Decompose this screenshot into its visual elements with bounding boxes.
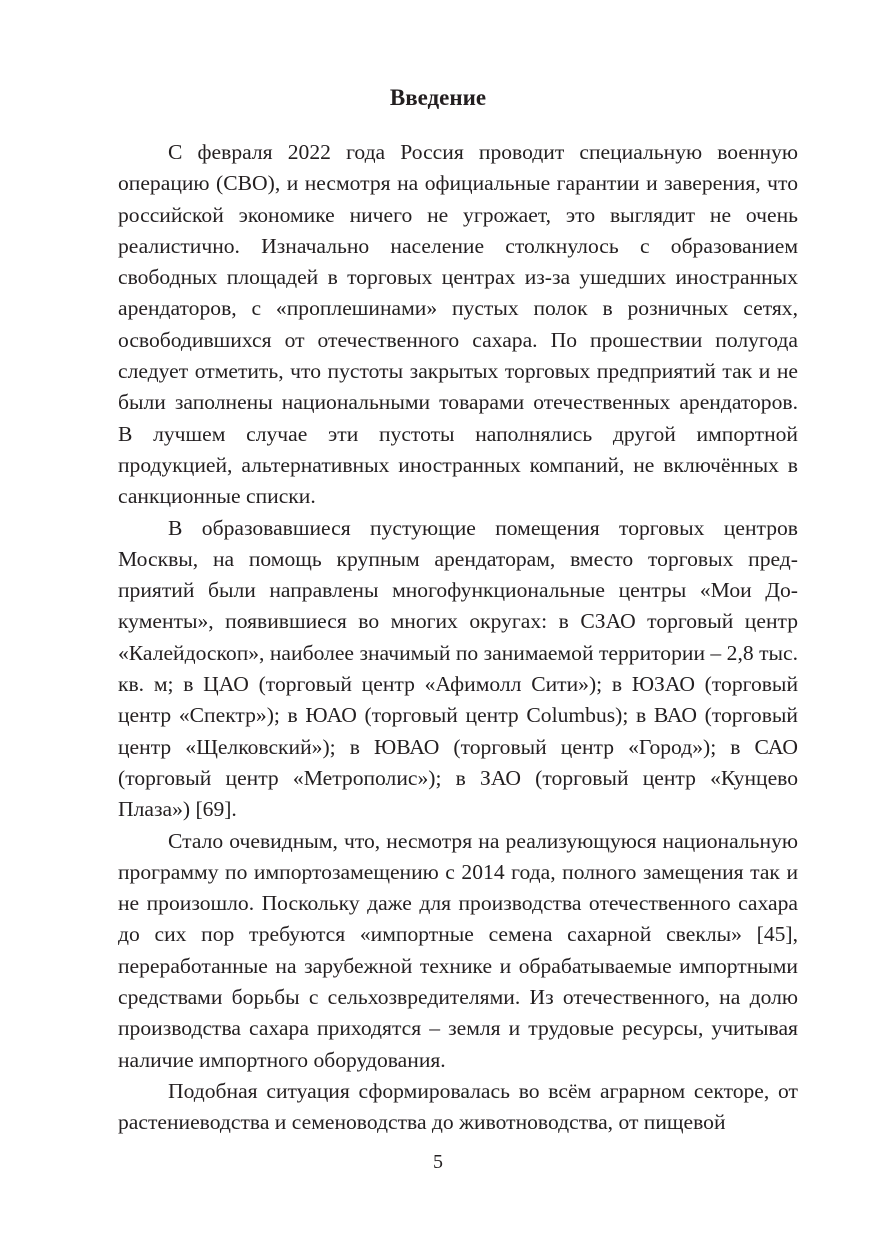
paragraph-3: Стало очевидным, что, несмотря на реализующуюся национальную программу по импортозамещению с 2014 года, полного замещения так и не произошло. Поскольку даже для производства отечественного сахара до сих пор требуются «импортные семена сахарной свеклы» [45], переработанные на зарубежной технике и обрабатываемые импортными средствами борьбы с сельхозвредителями. Из отечественного, на долю производства сахара приходятся – земля и трудовые ресурсы, учитывая наличие импортного оборудования.	[118, 828, 798, 1072]
paragraph-1: С февраля 2022 года Россия проводит специальную военную операцию (СВО), и несмотря на официальные гарантии и заверения, что российской экономике ничего не угрожает, это выглядит не очень реалистично. Изначально население столкнулось с образованием свободных площадей в торговых центрах из-за ушедших иностранных арендаторов, с «проплешинами» пустых полок в розничных сетях, освободившихся от отечественного сахара. По прошествии полугода следует отметить, что пустоты закрытых торговых предприятий так и не были заполнены национальными товарами отечественных арендаторов. В лучшем случае эти пустоты наполнялись другой импортной продукцией, альтернативных иностранных компаний, не включённых в санкционные списки.	[118, 140, 798, 509]
paragraph-2: В образовавшиеся пустующие помещения торговых центров Москвы, на помощь крупным арендаторам, вместо торговых предприятий были направлены многофункциональные центры «Мои Документы», появившиеся во многих округах: в СЗАО торговый центр «Калейдоскоп», наиболее значимый по занимаемой территории – 2,8 тыс. кв. м; в ЦАО (торговый центр «Афимолл Сити»); в ЮЗАО (торговый центр «Спектр»); в ЮАО (торговый центр Columbus); в ВАО (торговый центр «Щелковский»); в ЮВАО (торговый центр «Город»); в САО (торговый центр «Метрополис»); в ЗАО (торговый центр «Кунцево Плаза») [69].	[118, 515, 798, 822]
page-title: Введение	[389, 85, 487, 110]
body-text	[118, 137, 798, 1139]
page-number: 5	[433, 1151, 443, 1173]
paragraph-4: Подобная ситуация сформировалась во всём аграрном секторе, от растениеводства и семеноводства до животноводства, от пищевой	[118, 1078, 798, 1135]
